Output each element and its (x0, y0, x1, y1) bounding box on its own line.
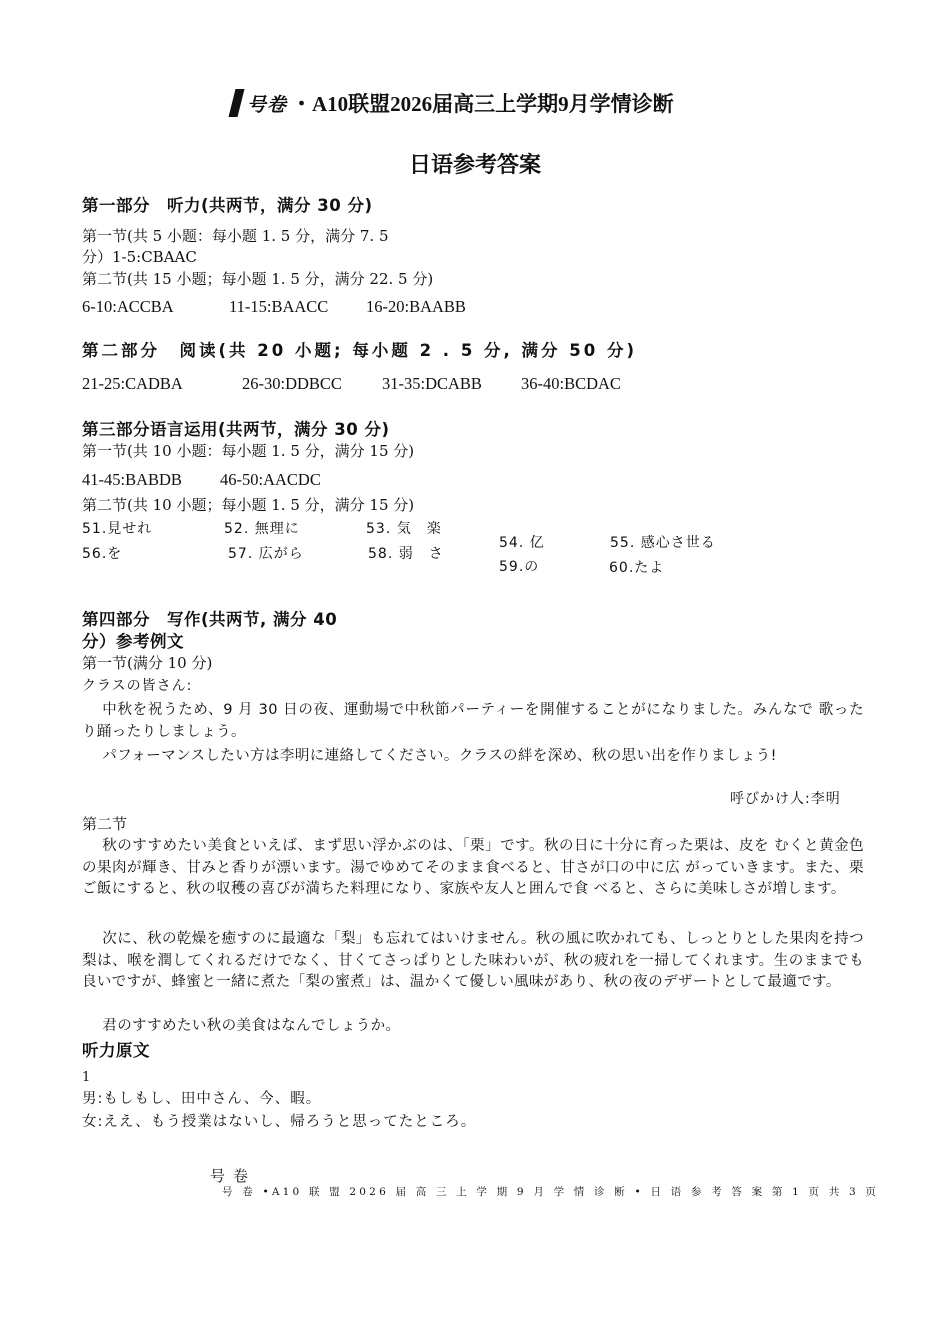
fill-answer: 54. 亿 (499, 535, 545, 551)
essay-paragraph: 秋のすすめたい美食といえば、まず思い浮かぶのは、「栗」です。秋の日に十分に育った栗は、皮を むくと黄金色の果肉が輝き、甘みと香りが漂います。湯でゆめてそのまま食べると、甘さが口の中に広 がっていきます。また、栗ご飯にすると、秋の収穫の喜びが満ちた料理になり、家族や友人と囲んで食 べると、さらに美味しさが増します。 (82, 838, 864, 897)
part3-section1: 第一节(共 10 小题：每小题 1. 5 分，满分 15 分) (82, 442, 415, 460)
fill-answer: 60.たよ (609, 560, 665, 576)
answer-group: 46-50:AACDC (220, 470, 321, 489)
answer-group: 31-35:DCABB (382, 374, 482, 393)
answer-group: 11-15:BAACC (229, 297, 329, 316)
part4-heading-line2: 分）参考例文 (82, 632, 184, 651)
part4-heading-line1: 第四部分 写作(共两节, 满分 40 (82, 610, 338, 629)
part1-section1-line1: 第一节(共 5 小题：每小题 1. 5 分，满分 7. 5 (82, 227, 389, 245)
fill-answer: 59.の (499, 559, 540, 575)
letter-greeting: クラスの皆さん: (82, 678, 193, 694)
part4-section1: 第一节(满分 10 分) (82, 654, 213, 672)
dialogue-line: 女:ええ、もう授業はないし、帰ろうと思ってたところ。 (82, 1114, 477, 1130)
brand-logo-text: 号卷 (247, 93, 288, 116)
essay-paragraph: 君のすすめたい秋の美食はなんでしょうか。 (102, 1018, 401, 1034)
part4-section2: 第二节 (82, 815, 128, 833)
footer-logo-text: 号卷 (210, 1167, 257, 1185)
answer-group: 26-30:DDBCC (242, 374, 342, 393)
part3-section2: 第二节(共 10 小题；每小题 1. 5 分，满分 15 分) (82, 496, 415, 514)
fill-answer: 53. 気 楽 (366, 521, 442, 537)
fill-answer: 56.を (82, 546, 123, 562)
part1-section1-line2: 分）1-5:CBAAC (82, 248, 197, 266)
listening-heading: 听力原文 (82, 1041, 150, 1060)
answer-group: 41-45:BABDB (82, 470, 182, 489)
footer-page-info: 号 卷 •A10 联 盟 2026 届 高 三 上 学 期 9 月 学 情 诊 断 • 日 语 参 考 答 案 第 1 页 共 3 页 (222, 1186, 880, 1198)
fill-answer: 52. 無理に (224, 521, 300, 537)
document-title: 日语参考答案 (408, 153, 541, 178)
letter-signature: 呼びかけ人:李明 (730, 791, 841, 807)
exam-header (232, 86, 732, 120)
fill-answer: 55. 感心さ世る (610, 535, 716, 551)
answer-group: 21-25:CADBA (82, 374, 183, 393)
dialogue-line: 男:もしもし、田中さん、今、暇。 (82, 1091, 322, 1107)
part1-heading: 第一部分 听力(共两节，满分 30 分) (82, 196, 373, 215)
part1-section2: 第二节(共 15 小题；每小题 1. 5 分，满分 22. 5 分) (82, 270, 434, 288)
essay-paragraph: パフォーマンスしたい方は李明に連絡してください。クラスの絆を深め、秋の思い出を作りましょう! (102, 748, 777, 764)
brand-mark-icon (229, 89, 245, 117)
essay-paragraph: 中秋を祝うため、9 月 30 日の夜、運動場で中秋節パーティーを開催することがになりました。みんなで 歌ったり踊ったりしましょう。 (82, 702, 864, 740)
essay-paragraph: 次に、秋の乾燥を癒すのに最適な「梨」も忘れてはいけません。秋の風に吹かれても、しっとりとした果肉を持つ梨は、喉を潤してくれるだけでなく、甘くてさっぱりとした味わいが、秋の疲れを一掃してくれます。生のままでも良いですが、蜂蜜と一緒に煮た「梨の蜜煮」は、温かくて優しい風味があり、秋の夜のデザートとして最適です。 (82, 931, 864, 990)
exam-title: ・A10联盟2026届高三上学期9月学情诊断 (291, 92, 674, 116)
answer-group: 36-40:BCDAC (521, 374, 621, 393)
answer-group: 6-10:ACCBA (82, 297, 174, 316)
dialogue-number: 1 (82, 1070, 91, 1085)
fill-answer: 58. 弱 さ (368, 546, 444, 562)
part2-heading: 第二部分 阅读(共 20 小题; 每小题 2 . 5 分, 满分 50 分) (82, 341, 638, 360)
answer-group: 16-20:BAABB (366, 297, 466, 316)
fill-answer: 51.見せれ (82, 521, 153, 537)
part3-heading: 第三部分语言运用(共两节，满分 30 分) (82, 420, 390, 439)
fill-answer: 57. 広がら (228, 546, 304, 562)
